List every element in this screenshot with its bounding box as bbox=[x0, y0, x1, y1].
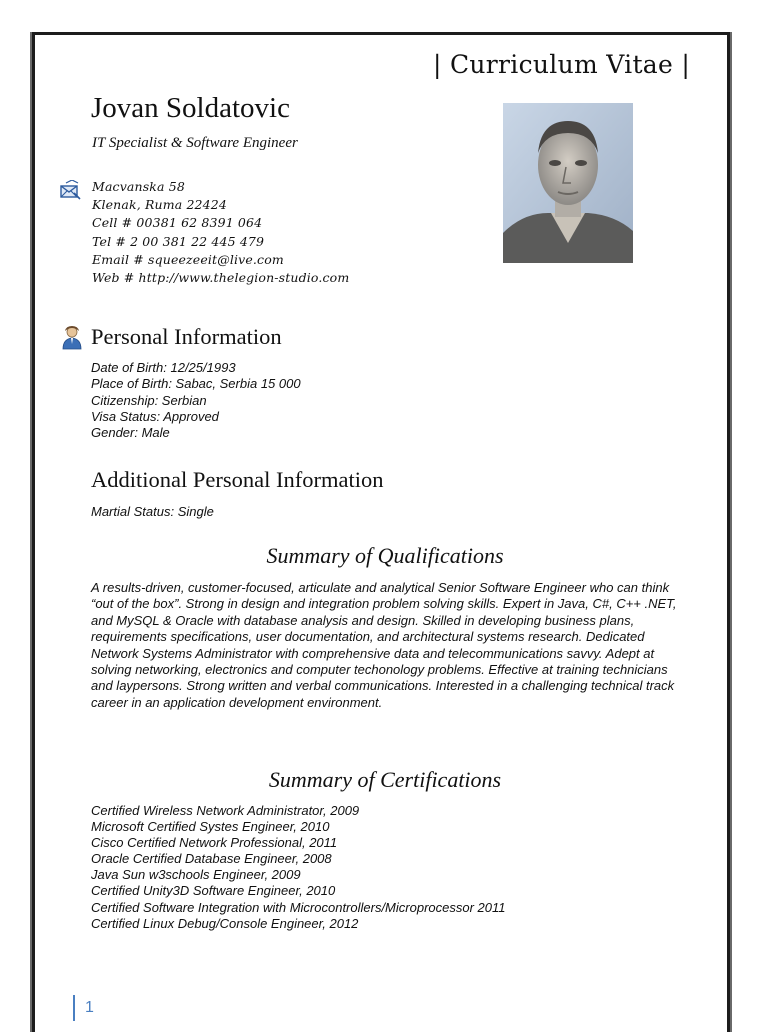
pob-line: Place of Birth: Sabac, Serbia 15 000 bbox=[91, 376, 301, 392]
cert-item: Certified Linux Debug/Console Engineer, 2012 bbox=[91, 915, 359, 931]
cert-item: Cisco Certified Network Professional, 2011 bbox=[91, 835, 338, 851]
citizenship-line: Citizenship: Serbian bbox=[91, 392, 207, 408]
marital-status-line: Martial Status: Single bbox=[91, 504, 214, 519]
personal-info-heading: Personal Information bbox=[91, 324, 282, 349]
cert-item: Certified Wireless Network Administrator, 2009 bbox=[91, 803, 360, 818]
gender-line: Gender: Male bbox=[91, 425, 170, 441]
contact-block bbox=[92, 178, 349, 287]
cert-item: Java Sun w3schools Engineer, 2009 bbox=[91, 867, 301, 883]
city-line: Klenak, Ruma 22424 bbox=[92, 197, 227, 213]
page-number: 1 bbox=[73, 995, 94, 1021]
additional-info-heading: Additional Personal Information bbox=[91, 467, 384, 492]
web-line: Web # http://www.thelegion-studio.com bbox=[92, 270, 350, 286]
cert-item: Certified Software Integration with Microcontrollers/Microprocessor 2011 bbox=[91, 899, 506, 915]
email-line: Email # squeezeeit@live.com bbox=[92, 251, 284, 267]
cert-item: Certified Unity3D Software Engineer, 2010 bbox=[91, 883, 336, 899]
qualifications-text: A results-driven, customer-focused, articulate and analytical Senior Software Engineer who can think “out of the box”. Strong in design and integration problem solving skills. Expert in Java, C#, C++ .NET, and MySQL & Oracle with database analysis and design. Skilled in developing business plans, requirements specifications, user documentation, and architectural systems research. Dedicated Network Systems Administrator with comprehensive data and telecommunications savvy. Adept at solving networking, electronics and computer techonology problems. Effective at training technicians and laypersons. Strong written and verbal communications. Interested in a challenging technical track career in an application development environment. bbox=[91, 580, 677, 710]
cell-line: Cell # 00381 62 8391 064 bbox=[92, 215, 263, 231]
address-line: Macvanska 58 bbox=[92, 179, 185, 194]
additional-info-list bbox=[91, 504, 214, 520]
personal-info-list bbox=[91, 360, 301, 441]
visa-line: Visa Status: Approved bbox=[91, 408, 219, 424]
profile-photo bbox=[503, 103, 633, 268]
person-name: Jovan Soldatovic bbox=[91, 92, 290, 124]
cv-title: | Curriculum Vitae | bbox=[433, 50, 691, 79]
dob-line: Date of Birth: 12/25/1993 bbox=[91, 360, 236, 375]
envelope-icon bbox=[60, 180, 82, 205]
person-role: IT Specialist & Software Engineer bbox=[92, 135, 298, 151]
cert-item: Oracle Certified Database Engineer, 2008 bbox=[91, 851, 332, 867]
certifications-list bbox=[91, 803, 505, 932]
tel-line: Tel # 2 00 381 22 445 479 bbox=[92, 233, 265, 249]
person-icon bbox=[62, 326, 82, 355]
qualifications-heading: Summary of Qualifications bbox=[266, 543, 504, 568]
cert-item: Microsoft Certified Systes Engineer, 2010 bbox=[91, 819, 330, 835]
certifications-heading: Summary of Certifications bbox=[268, 767, 502, 792]
